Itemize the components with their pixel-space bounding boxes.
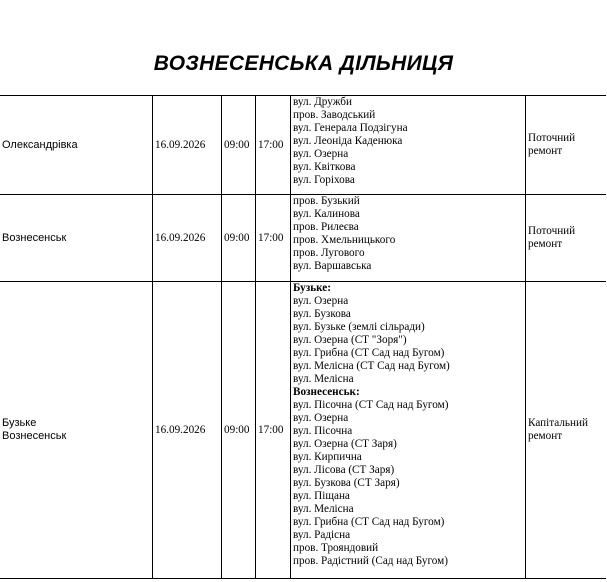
- streets-cell: [291, 195, 526, 282]
- settlement-name: Вознесенськ: [2, 231, 67, 244]
- date-cell: 16.09.2026: [153, 96, 222, 195]
- work-type-text: ремонт: [528, 238, 563, 250]
- street-name: вул. Грибна (СТ Сад над Бугом): [293, 347, 445, 359]
- work-type-text: ремонт: [528, 430, 563, 442]
- outage-schedule-table: [0, 95, 606, 579]
- streets-cell: [291, 96, 526, 195]
- date-cell: 16.09.2026: [153, 195, 222, 282]
- street-name: вул. Озерна: [293, 148, 349, 160]
- settlement-cell: [0, 282, 153, 579]
- work-type-cell: [526, 195, 607, 282]
- street-name: вул. Грибна (СТ Сад над Бугом): [293, 516, 445, 528]
- street-name: вул. Генерала Подзігуна: [293, 122, 408, 134]
- street-name: вул. Квіткова: [293, 161, 356, 173]
- table-row: [0, 96, 606, 195]
- street-group-heading: Бузьке:: [293, 282, 331, 294]
- street-name: вул. Бузкова: [293, 308, 351, 320]
- street-name: пров. Хмельницького: [293, 234, 396, 246]
- street-name: пров. Рилеєва: [293, 221, 359, 233]
- table-row: [0, 282, 606, 579]
- work-type-cell: [526, 96, 607, 195]
- street-name: вул. Бузкова (СТ Заря): [293, 477, 400, 489]
- work-type-text: ремонт: [528, 145, 563, 157]
- street-name: пров. Радістний (Сад над Бугом): [293, 555, 448, 567]
- work-type-text: Поточний: [528, 225, 576, 237]
- street-name: вул. Дружби: [293, 96, 352, 108]
- street-name: пров. Заводський: [293, 109, 376, 121]
- street-name: вул. Піщана: [293, 490, 350, 502]
- street-name: вул. Озерна (СТ "Зоря"): [293, 334, 407, 346]
- settlement-name: Олександрівка: [2, 138, 78, 151]
- work-type-cell: [526, 282, 607, 579]
- work-type-text: Поточний: [528, 132, 576, 144]
- work-type-text: Капітальний: [528, 417, 588, 429]
- street-name: пров. Бузький: [293, 195, 360, 207]
- settlement-cell: [0, 195, 153, 282]
- settlement-name: Бузьке: [2, 417, 37, 429]
- street-name: вул. Радісна: [293, 529, 351, 541]
- date-cell: 16.09.2026: [153, 282, 222, 579]
- page-title: ВОЗНЕСЕНСЬКА ДІЛЬНИЦЯ: [153, 52, 454, 75]
- street-name: вул. Озерна: [293, 412, 349, 424]
- street-name: вул. Леоніда Каденюка: [293, 135, 403, 147]
- street-name: вул. Мелісна: [293, 503, 354, 515]
- street-name: вул. Горіхова: [293, 174, 355, 186]
- start-time-cell: 09:00: [222, 282, 256, 579]
- start-time-cell: 09:00: [222, 195, 256, 282]
- street-name: вул. Лісова (СТ Заря): [293, 464, 395, 476]
- street-name: вул. Пісочна (СТ Сад над Бугом): [293, 399, 449, 411]
- end-time-cell: 17:00: [256, 96, 291, 195]
- street-group-heading: Вознесенськ:: [293, 386, 360, 398]
- end-time-cell: 17:00: [256, 195, 291, 282]
- street-name: вул. Мелісна: [293, 373, 354, 385]
- street-name: пров. Лугового: [293, 247, 365, 259]
- street-name: вул. Бузьке (землі сільради): [293, 321, 425, 333]
- street-name: пров. Трояндовий: [293, 542, 379, 554]
- street-name: вул. Кирпична: [293, 451, 362, 463]
- settlement-cell: [0, 96, 153, 195]
- end-time-cell: 17:00: [256, 282, 291, 579]
- start-time-cell: 09:00: [222, 96, 256, 195]
- street-name: вул. Калинова: [293, 208, 360, 220]
- settlement-name: Вознесенськ: [2, 430, 67, 442]
- table-row: [0, 195, 606, 282]
- street-name: вул. Озерна (СТ Заря): [293, 438, 397, 450]
- street-name: вул. Мелісна (СТ Сад над Бугом): [293, 360, 450, 372]
- street-name: вул. Пісочна: [293, 425, 353, 437]
- streets-cell: [291, 282, 526, 579]
- street-name: вул. Озерна: [293, 295, 349, 307]
- street-name: вул. Варшавська: [293, 260, 372, 272]
